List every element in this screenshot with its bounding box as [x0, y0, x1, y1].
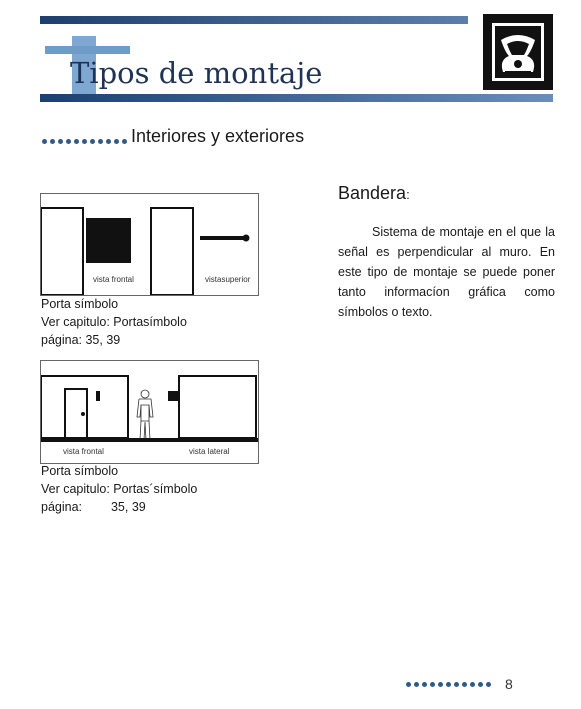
- bandera-heading-colon: :: [406, 187, 410, 202]
- figure1-label-front: vista frontal: [93, 275, 134, 284]
- page-title: Tipos de montaje: [70, 56, 323, 90]
- figure-wall-views: [40, 360, 259, 464]
- section-bullet-dots: [42, 139, 127, 144]
- figure2-caption-line2: Ver capitulo: Portas´símbolo: [41, 482, 198, 496]
- unam-logo: [483, 14, 553, 90]
- bandera-heading: [338, 183, 410, 204]
- figure2-caption-page-label: página:: [41, 500, 83, 514]
- bandera-heading-text: Bandera: [338, 183, 407, 203]
- figure1-caption: [41, 295, 187, 349]
- figure2-caption-line1: Porta símbolo: [41, 464, 119, 478]
- figure2-label-side: vista lateral: [189, 447, 230, 456]
- header-top-bar: [40, 16, 468, 24]
- bandera-description: Sistema de montaje en el que la señal es perpendicular al muro. En este tipo de montaje se puede poner tanto informacíon gráfica como símbolos o texto.: [338, 225, 555, 319]
- header-bottom-bar: [40, 94, 553, 102]
- figure1-caption-line3: página: 35, 39: [41, 333, 121, 347]
- header-decoration-horizontal: [45, 46, 130, 54]
- section-heading: Interiores y exteriores: [131, 126, 305, 146]
- figure1-label-top: vistasuperior: [205, 275, 251, 284]
- figure2-caption-line3: [41, 498, 197, 516]
- figure-bandera-views: [40, 193, 259, 296]
- figure2-label-front: vista frontal: [63, 447, 104, 456]
- figure1-caption-line1: Porta símbolo: [41, 297, 119, 311]
- page-number: 8: [505, 676, 513, 692]
- figure1-caption-line2: Ver capitulo: Portasímbolo: [41, 315, 187, 329]
- figure2-caption-page-value: 35, 39: [110, 500, 146, 514]
- figure2-caption: [41, 462, 197, 516]
- human-figure-icon: [137, 390, 153, 440]
- footer-bullet-dots: [406, 682, 491, 687]
